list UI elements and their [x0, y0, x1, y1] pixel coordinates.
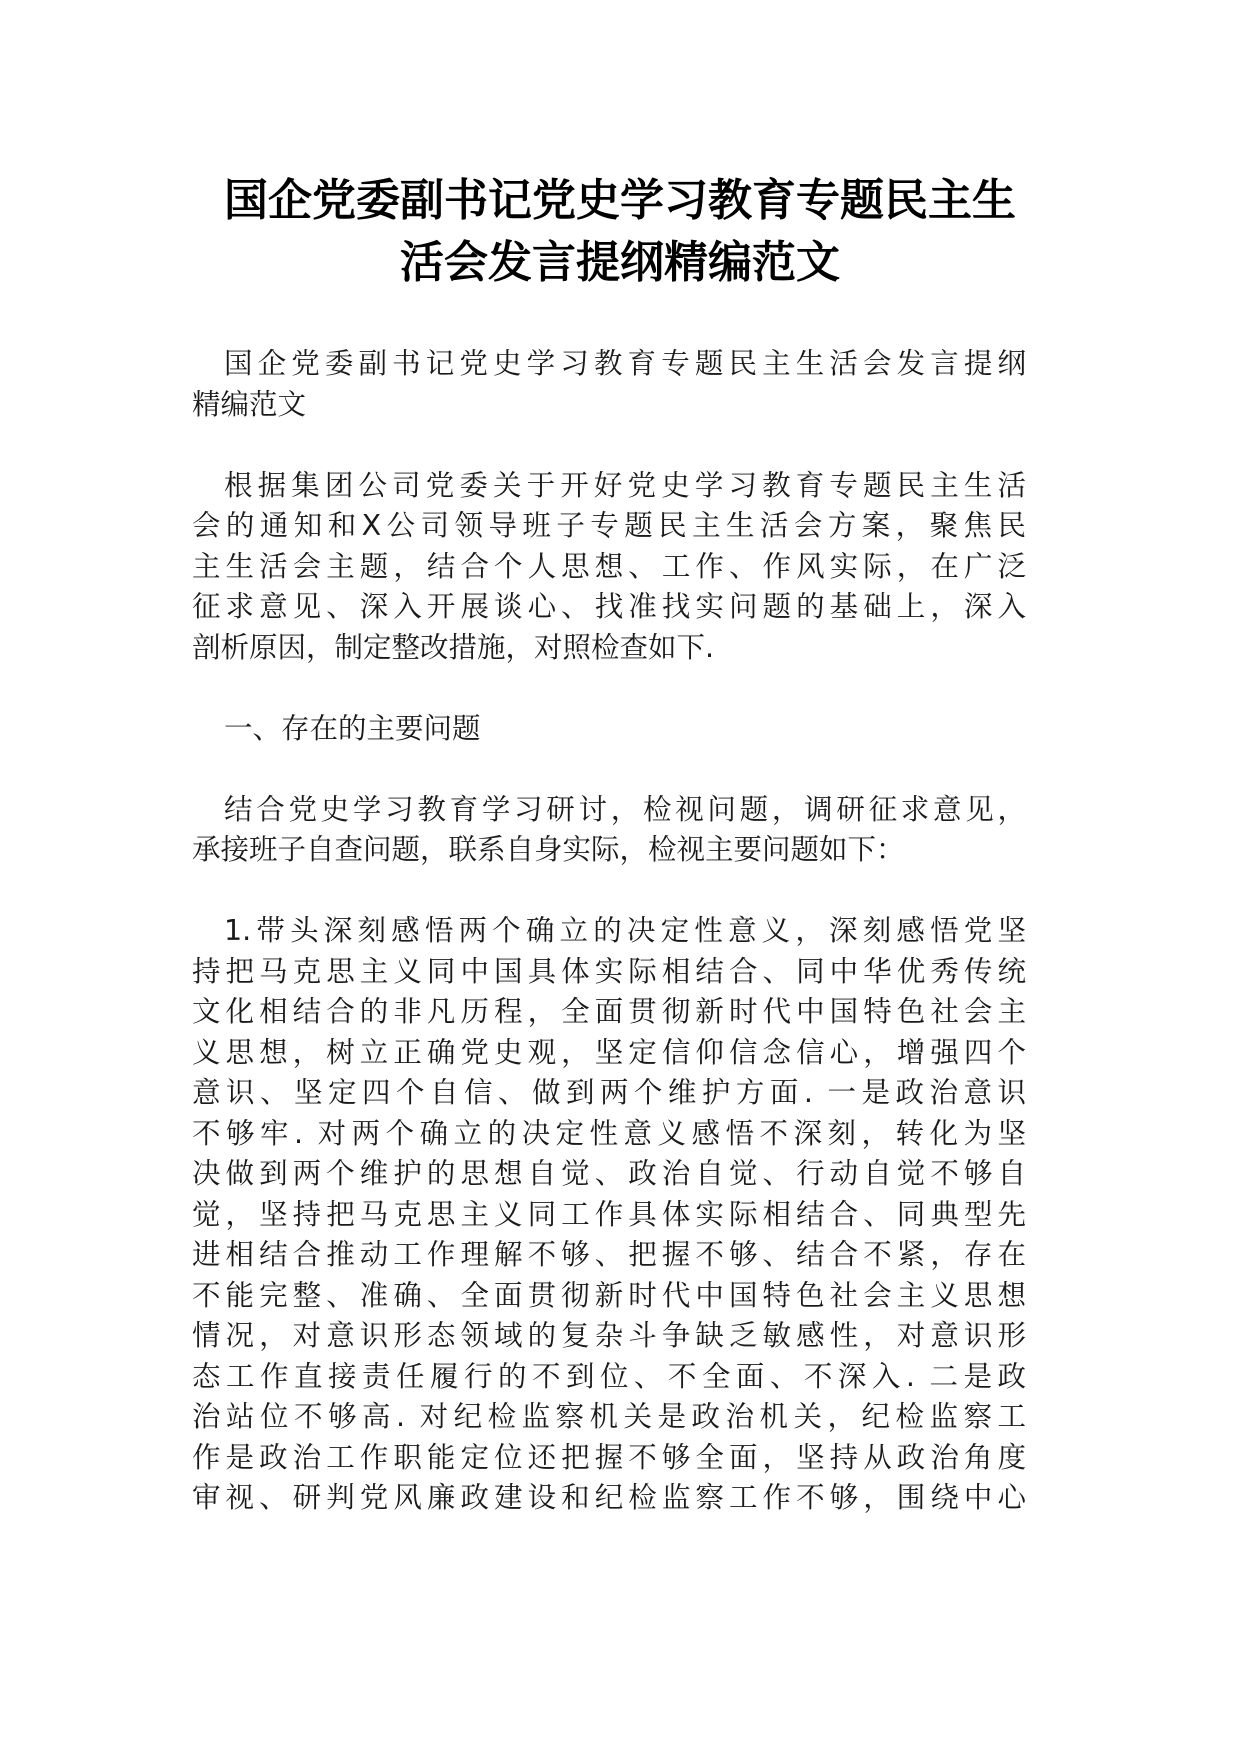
text-line: 会的通知和X公司领导班子专题民主生活会方案，聚焦民: [192, 509, 1026, 542]
text-line: 情况，对意识形态领域的复杂斗争缺乏敏感性，对意识形: [192, 1319, 1026, 1352]
text-line: 不能完整、准确、全面贯彻新时代中国特色社会主义思想: [192, 1278, 1026, 1312]
text-line: 根据集团公司党委关于开好党史学习教育专题民主生活: [224, 468, 1026, 502]
text-line: 剖析原因，制定整改措施，对照检查如下.: [192, 630, 715, 664]
text-line: 国企党委副书记党史学习教育专题民主生活会发言提纲: [224, 347, 1026, 380]
intro-paragraph: [192, 466, 1026, 669]
text-line: 觉，坚持把马克思主义同工作具体实际相结合、同典型先: [192, 1197, 1026, 1231]
text-line: 意识、坚定四个自信、做到两个维护方面. 一是政治意识: [192, 1076, 1026, 1109]
text-line: 决做到两个维护的思想自觉、政治自觉、行动自觉不够自: [192, 1157, 1026, 1190]
text-line: 作是政治工作职能定位还把握不够全面，坚持从政治角度: [192, 1440, 1026, 1474]
text-line: 义思想，树立正确党史观，坚定信仰信念信心，增强四个: [192, 1035, 1026, 1069]
text-line: 不够牢. 对两个确立的决定性意义感悟不深刻，转化为坚: [192, 1116, 1026, 1150]
subtitle-paragraph: [192, 344, 1026, 425]
text-line: 征求意见、深入开展谈心、找准找实问题的基础上，深入: [192, 590, 1026, 623]
text-line: 进相结合推动工作理解不够、把握不够、结合不紧，存在: [192, 1238, 1026, 1271]
text-line: 态工作直接责任履行的不到位、不全面、不深入. 二是政: [192, 1359, 1026, 1393]
document-body: [192, 344, 1026, 1559]
text-line: 结合党史学习教育学习研讨，检视问题，调研征求意见，: [224, 792, 1026, 826]
title-line: 活会发言提纲精编范文: [400, 237, 840, 288]
text-line: 1.带头深刻感悟两个确立的决定性意义，深刻感悟党坚: [224, 914, 1026, 947]
text-line: 主生活会主题，结合个人思想、工作、作风实际，在广泛: [192, 549, 1026, 583]
item-1-paragraph: [192, 911, 1026, 1519]
text-line: 审视、研判党风廉政建设和纪检监察工作不够，围绕中心: [192, 1481, 1026, 1514]
text-line: 文化相结合的非凡历程，全面贯彻新时代中国特色社会主: [192, 995, 1026, 1028]
section-intro-paragraph: [192, 790, 1026, 871]
heading-line: 一、存在的主要问题: [224, 711, 481, 745]
section-heading: [192, 709, 1026, 750]
title-line: 国企党委副书记党史学习教育专题民主生: [224, 175, 1016, 226]
text-line: 持把马克思主义同中国具体实际相结合、同中华优秀传统: [192, 954, 1026, 988]
text-line: 治站位不够高. 对纪检监察机关是政治机关，纪检监察工: [192, 1400, 1026, 1433]
text-line: 承接班子自查问题，联系自身实际，检视主要问题如下：: [192, 833, 905, 866]
text-line: 精编范文: [192, 387, 307, 421]
document-title: [150, 170, 1090, 294]
